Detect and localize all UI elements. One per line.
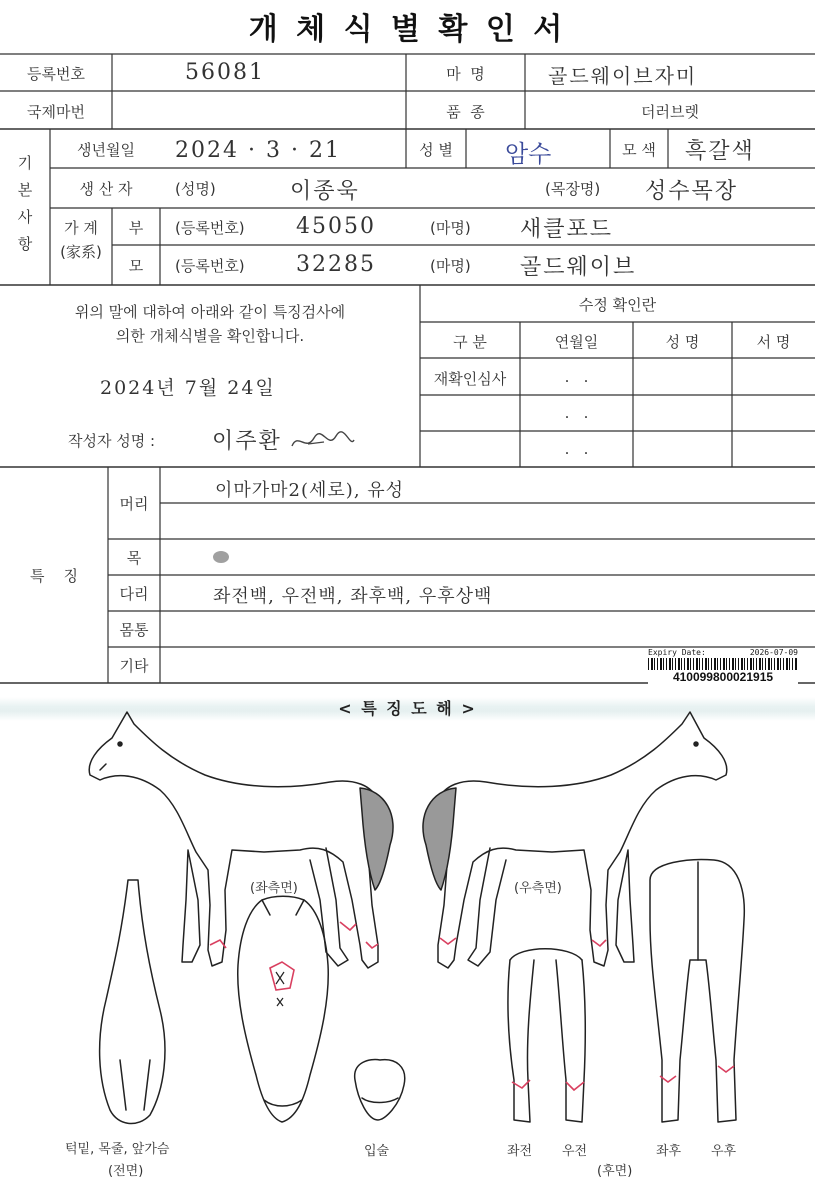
dam-reg-label: (등록번호) (175, 257, 245, 275)
birth-value: 2024 · 3 · 21 (175, 138, 341, 163)
horse-name-label: 마 명 (446, 65, 485, 83)
rear-view-horse (650, 860, 744, 1122)
revision-row-date: . . (564, 440, 589, 458)
confirm-text-2: 의한 개체식별을 확인합니다. (115, 327, 305, 345)
expiry-value: 2026-07-09 (749, 648, 798, 657)
revision-header-name: 성 명 (665, 333, 700, 351)
right-side-caption: (우측면) (514, 881, 562, 896)
sire-reg-label: (등록번호) (175, 219, 245, 237)
feature-legs-value: 좌전백, 우전백, 좌후백, 우후상백 (213, 586, 493, 607)
left-side-horse (89, 712, 379, 968)
feature-other-label: 기타 (119, 657, 149, 675)
farm-value: 성수목장 (645, 179, 739, 204)
right-front-caption: 우전 (562, 1144, 588, 1159)
farm-label: (목장명) (545, 180, 601, 198)
left-front-caption: 좌전 (507, 1144, 533, 1159)
color-label: 모 색 (622, 141, 656, 159)
pedigree-label: 가 계 (家系) (60, 219, 102, 261)
color-value: 흑갈색 (685, 139, 755, 164)
revision-row-date: . . (564, 368, 589, 386)
front-caption: 턱밑, 목줄, 앞가슴 (65, 1142, 170, 1157)
revision-title: 수정 확인란 (578, 296, 657, 314)
features-section-label: 특 징 (29, 567, 79, 585)
revision-row-date: . . (564, 404, 589, 422)
left-hind-caption: 좌후 (656, 1144, 682, 1159)
birth-label: 생년월일 (77, 141, 135, 159)
sire-label: 부 (128, 219, 144, 237)
rear-sub-caption: (후면) (597, 1164, 633, 1179)
reg-no-label: 등록번호 (27, 65, 85, 83)
dam-name-label: (마명) (430, 257, 471, 275)
feature-legs-label: 다리 (119, 585, 149, 603)
sire-name-value: 새클포드 (520, 217, 614, 242)
right-side-horse (437, 712, 727, 968)
sex-label: 성 별 (419, 141, 453, 159)
author-value: 이주환 (212, 429, 282, 454)
horse-name-value: 골드웨이브자미 (548, 64, 698, 88)
confirm-date: 2024년 7월 24일 (100, 377, 276, 399)
lips-view (355, 1060, 405, 1120)
author-label: 작성자 성명 : (68, 432, 156, 450)
front-view-horse (100, 880, 165, 1124)
dam-label: 모 (128, 257, 144, 275)
revision-header-type: 구 분 (453, 333, 487, 351)
breeder-name-label: (성명) (175, 180, 216, 198)
reg-no-value: 56081 (185, 60, 265, 85)
breeder-label: 생 산 자 (79, 180, 133, 198)
basic-section-label: 기 본 사 항 (17, 154, 33, 253)
breed-label: 품 종 (446, 103, 485, 121)
front-sub-caption: (전면) (108, 1164, 144, 1179)
feature-head-label: 머리 (119, 495, 149, 513)
intl-name-label: 국제마번 (27, 103, 85, 121)
left-side-caption: (좌측면) (250, 881, 298, 896)
feature-body-label: 몸통 (119, 621, 149, 639)
diagram-title: < 특 징 도 해 > (338, 699, 477, 718)
barcode-number: 410099800021915 (672, 670, 774, 684)
right-hind-caption: 우후 (711, 1144, 737, 1159)
feature-neck-label: 목 (126, 549, 142, 567)
revision-header-sign: 서 명 (756, 333, 791, 351)
head-front-view (238, 896, 329, 1122)
dam-reg-value: 32285 (296, 252, 376, 277)
front-legs-view (508, 949, 585, 1122)
expiry-label: Expiry Date: (648, 648, 706, 657)
sire-name-label: (마명) (430, 219, 471, 237)
sire-reg-value: 45050 (296, 214, 376, 239)
lips-caption: 입술 (364, 1144, 390, 1159)
feature-head-value: 이마가마2(세로), 유성 (215, 480, 405, 501)
revision-row-type: 재확인심사 (433, 370, 507, 388)
revision-header-date: 연월일 (554, 333, 599, 351)
breeder-name-value: 이종욱 (290, 179, 360, 204)
document-title: 개 체 식 별 확 인 서 (248, 12, 567, 47)
confirm-text-1: 위의 말에 대하여 아래와 같이 특징검사에 (74, 303, 346, 321)
breed-value: 더러브렛 (641, 103, 699, 121)
dam-name-value: 골드웨이브 (520, 255, 637, 280)
sex-value: 암수 (505, 140, 552, 168)
